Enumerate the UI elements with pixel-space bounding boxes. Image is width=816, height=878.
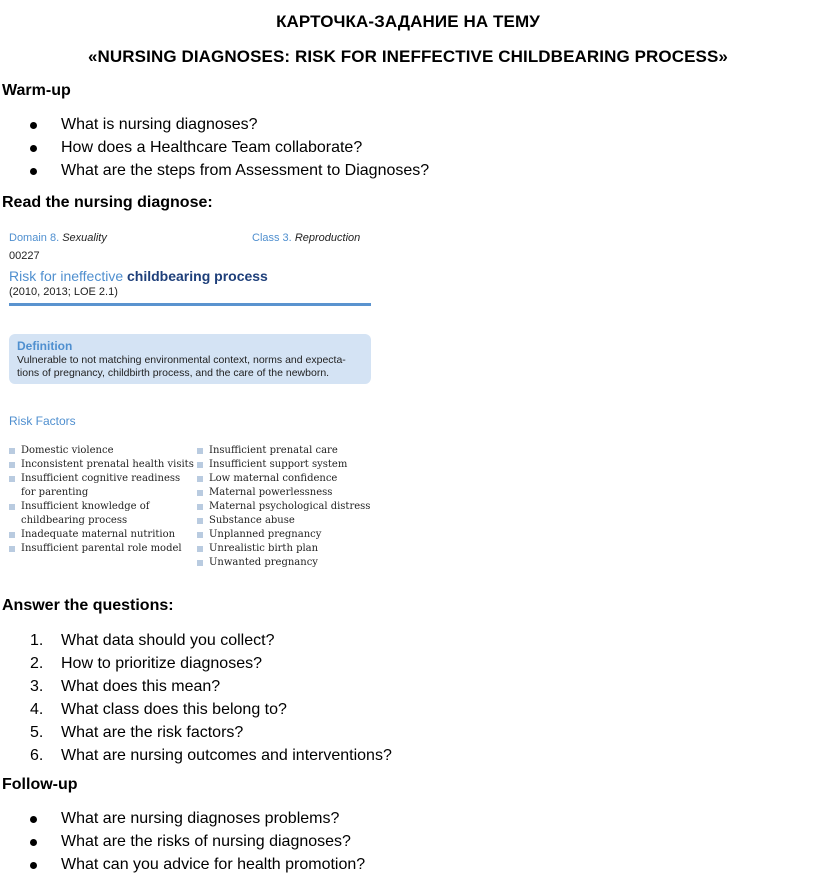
list-item: Unplanned pregnancy [197, 528, 377, 542]
square-bullet-icon [197, 448, 203, 454]
square-bullet-icon [9, 504, 15, 510]
list-item: Inconsistent prenatal health visits [9, 458, 194, 472]
square-bullet-icon [197, 518, 203, 524]
bullet-icon [30, 839, 37, 846]
worksheet-page: КАРТОЧКА-ЗАДАНИЕ НА ТЕМУ «NURSING DIAGNOSES: RISK FOR INEFFECTIVE CHILDBEARING PROCESS» Warm-up What is nursing diagnoses? How does a Healthcare Team collaborate? What are the steps from Assessment to Diagnoses? Read the nursing diagnose: Domain 8. Sexuality Class 3. Reproduction 00227 Risk for ineffective childbearing process (2010, 2013; LOE 2.1) Definition Vulnerable to not matching environmental context, norms and expecta-tions of pregnancy, childbirth process, and the care of the newborn. Risk Factors Domestic violence Inconsistent prenatal health visits Insufficient cognitive readiness for parenting Insufficient knowledge of childbearing process Inadequate maternal nutrition Insufficient parental role model Insufficient prenatal care Insufficient support system Low maternal confidence Maternal powerlessness Maternal psychological distress Substance abuse Unplanned pregnancy Unrealistic birth plan Unwanted pregnancy Answer the questions: 1. What data should you collect? 2. How to prioritize diagnoses? 3. What does this mean? 4. What class does this belong to? 5. What are the risk factors? 6. What are nursing outcomes and interventions? Follow-up What are nursing diagnoses problems? What are the risks of nursing diagnoses? What can you advice for health promotion? [0, 0, 816, 878]
square-bullet-icon [9, 476, 15, 482]
list-item: Insufficient prenatal care [197, 444, 377, 458]
class-label: Class 3. Reproduction [252, 232, 361, 244]
bullet-icon [30, 168, 37, 175]
list-item: Unrealistic birth plan [197, 542, 377, 556]
list-item: Insufficient knowledge of childbearing process [9, 500, 194, 528]
square-bullet-icon [197, 546, 203, 552]
divider [9, 303, 371, 306]
square-bullet-icon [197, 560, 203, 566]
list-item: Domestic violence [9, 444, 194, 458]
square-bullet-icon [9, 532, 15, 538]
diagnosis-year: (2010, 2013; LOE 2.1) [9, 286, 118, 298]
risk-factors-right [197, 444, 377, 570]
page-title-line2: «NURSING DIAGNOSES: RISK FOR INEFFECTIVE CHILDBEARING PROCESS» [88, 47, 728, 66]
nanda-diagnosis-card [0, 228, 380, 573]
read-heading: Read the nursing diagnose: [2, 194, 213, 211]
bullet-icon [30, 816, 37, 823]
list-item: Substance abuse [197, 514, 377, 528]
bullet-icon [30, 145, 37, 152]
list-item: Inadequate maternal nutrition [9, 528, 194, 542]
risk-factors-left [9, 444, 194, 556]
list-item: Insufficient cognitive readiness for parenting [9, 472, 194, 500]
square-bullet-icon [9, 448, 15, 454]
list-item: Maternal powerlessness [197, 486, 377, 500]
risk-factors-label: Risk Factors [9, 414, 76, 428]
list-item: Insufficient support system [197, 458, 377, 472]
domain-label: Domain 8. Sexuality [9, 232, 107, 244]
answer-heading: Answer the questions: [2, 597, 174, 614]
square-bullet-icon [197, 462, 203, 468]
list-item: Insufficient parental role model [9, 542, 194, 556]
bullet-icon [30, 862, 37, 869]
square-bullet-icon [9, 462, 15, 468]
list-item: Low maternal confidence [197, 472, 377, 486]
bullet-icon [30, 122, 37, 129]
diagnosis-code: 00227 [9, 250, 40, 262]
definition-box [9, 334, 371, 384]
square-bullet-icon [9, 546, 15, 552]
square-bullet-icon [197, 490, 203, 496]
list-item: Unwanted pregnancy [197, 556, 377, 570]
square-bullet-icon [197, 476, 203, 482]
warmup-heading: Warm-up [2, 82, 71, 99]
square-bullet-icon [197, 532, 203, 538]
definition-text: Vulnerable to not matching environmental context, norms and expecta-tions of pregnancy, childbirth process, and the care of the newborn. [17, 354, 346, 379]
list-item: Maternal psychological distress [197, 500, 377, 514]
diagnosis-title: Risk for ineffective childbearing process [9, 268, 268, 284]
definition-label: Definition [17, 339, 73, 353]
followup-heading: Follow-up [2, 776, 78, 793]
page-title-line1: КАРТОЧКА-ЗАДАНИЕ НА ТЕМУ [276, 12, 540, 31]
square-bullet-icon [197, 504, 203, 510]
